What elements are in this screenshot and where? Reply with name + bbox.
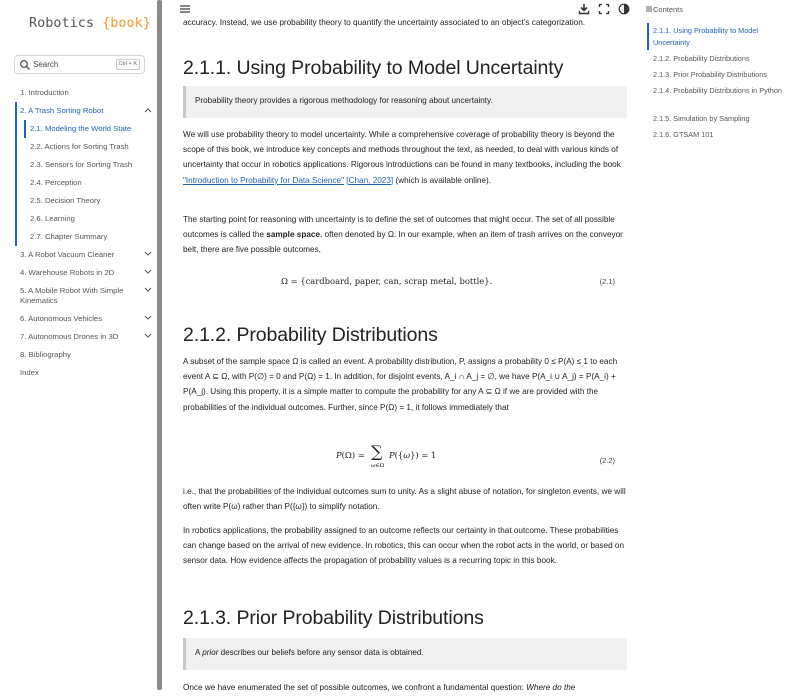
equation-text: P(Ω) = [336, 450, 365, 460]
site-logo[interactable] [29, 15, 151, 31]
callout-italic: prior [202, 648, 219, 657]
nav-item-modeling-world-state[interactable] [14, 120, 154, 138]
nav-label: 6. Autonomous Vehicles [20, 314, 103, 323]
paragraph-outcomes [183, 680, 629, 696]
toc-active-bar [647, 23, 649, 50]
equation-number: (2.2) [599, 456, 615, 465]
nav-item-learning[interactable] [14, 210, 154, 228]
callout-text: describes our beliefs before any sensor data is obtained. [218, 648, 424, 657]
search-shortcut: Ctrl + K [116, 59, 141, 70]
chevron-up-icon[interactable] [144, 107, 152, 113]
nav-label: 8. Bibliography [20, 350, 71, 359]
search-icon [19, 59, 31, 71]
contents-heading: Contents [653, 5, 684, 14]
equation-2-2 [183, 442, 629, 474]
equation-text: Ω = {cardboard, paper, can, scrap metal, bottle}. [281, 276, 493, 286]
citation-link[interactable]: [Chan, 2023] [346, 175, 394, 185]
logo-text: Robotics [29, 15, 103, 31]
nav-label: 2.4. Perception [30, 178, 82, 187]
nav-label: 2.5. Decision Theory [30, 196, 101, 205]
section-heading-2-1-1: 2.1.1. Using Probability to Model Uncertainty [183, 57, 564, 79]
paragraph-text: A subset of the sample space Ω is called an event. A probability distribution, P, assigns a probability 0 ≤ P(A) ≤ 1 to each event A ⊆ Ω, with P(∅) = 0 and P(Ω) = 1. In addition, for disjoint events, A_i ∩ A_j = ∅, we have P(A_i ∪ A_j) = P(A_i) + P(A_j). Using this property, it is a simple matter to compute the probability for any A ⊆ Ω if we are provided with the probabilities of the individual outcomes. Further, since P(Ω) = 1, it follows immediately that [183, 357, 618, 412]
toc-item-gtsam-101[interactable]: 2.1.6. GTSAM 101 [653, 130, 714, 139]
callout-box [183, 638, 627, 670]
nav-item-autonomous-drones[interactable] [14, 328, 154, 346]
paragraph-text: The starting point for reasoning with uncertainty is to define the set of outcomes that might occur. The set of all possible outcomes is called the [183, 215, 615, 240]
nav-label: 2.7. Chapter Summary [30, 232, 108, 241]
nav-item-robot-vacuum[interactable] [14, 246, 154, 264]
equation-number: (2.1) [599, 277, 615, 286]
nav-label: 7. Autonomous Drones in 3D [20, 332, 119, 341]
list-icon [645, 5, 653, 13]
nav-label: 4. Warehouse Robots in 2D [20, 268, 115, 277]
nav-label: 1. Introduction [20, 88, 69, 97]
paragraph-text: (which is available online). [393, 175, 492, 185]
sum-symbol: ∑ [371, 442, 383, 461]
nav-label: 2.6. Learning [30, 214, 75, 223]
search-button[interactable] [14, 55, 145, 74]
paragraph-unity: i.e., that the probabilities of the individual outcomes sum to unity. As a slight abuse of notation, for singleton events, we will often write P(ω) rather than P({ω}) to simplify notation. [183, 487, 626, 512]
paragraph-robotics: In robotics applications, the probability assigned to an outcome reflects our certainty in that outcome. These probabilities can change based on the arrival of new evidence. In robotics, this can occur when the robot acts in the world, or based on sensor data. How evidence affects the propagation of probability values is a recurring topic in this book. [183, 526, 625, 566]
chevron-down-icon[interactable] [144, 269, 152, 275]
nav-children [14, 120, 154, 246]
nav-item-actions[interactable] [14, 138, 154, 156]
chevron-down-icon[interactable] [144, 251, 152, 257]
nav-item-decision-theory[interactable] [14, 192, 154, 210]
nav-item-chapter-summary[interactable] [14, 228, 154, 246]
paragraph-text: , often denoted by Ω. In our example, when an item of trash arrives on the conveyor belt, there are five possible outcomes, [183, 230, 623, 255]
book-navigation [14, 84, 154, 382]
left-sidebar [0, 0, 157, 698]
nav-item-mobile-robot[interactable] [14, 282, 154, 310]
nav-item-autonomous-vehicles[interactable] [14, 310, 154, 328]
nav-item-trash-sorting-robot[interactable] [14, 102, 154, 120]
italic-text: Where do the [526, 683, 576, 692]
nav-label: Index [20, 368, 39, 377]
chevron-down-icon[interactable] [144, 287, 152, 293]
nav-item-introduction[interactable] [14, 84, 154, 102]
nav-item-index[interactable] [14, 364, 154, 382]
callout-box [183, 86, 627, 118]
sum-index: ω∈Ω [371, 463, 385, 469]
nav-label: 2.2. Actions for Sorting Trash [30, 142, 129, 151]
toc-item-prior-distributions[interactable]: 2.1.3. Prior Probability Distributions [653, 70, 767, 79]
section-heading-2-1-3: 2.1.3. Prior Probability Distributions [183, 607, 484, 629]
toc-item-distributions-python[interactable]: 2.1.4. Probability Distributions in Python [653, 86, 782, 95]
nav-label: 2.3. Sensors for Sorting Trash [30, 160, 133, 169]
nav-item-warehouse-robots[interactable] [14, 264, 154, 282]
paragraph-text: Once we have enumerated the set of possible outcomes, we confront a fundamental question: [183, 683, 527, 692]
chevron-down-icon[interactable] [144, 333, 152, 339]
paragraph-text: We will use probability theory to model uncertainty. While a comprehensive coverage of probability theory is beyond the scope of this book, we introduce key concepts and methods throughout the text, as needed, to deal with various kinds of uncertainty that occur in robotics applications. Rigorous introductions can be found in many textbooks, including the book [183, 130, 621, 170]
section-heading-2-1-2: 2.1.2. Probability Distributions [183, 324, 438, 346]
toc-item-simulation-sampling[interactable]: 2.1.5. Simulation by Sampling [653, 114, 750, 123]
nav-item-bibliography[interactable] [14, 346, 154, 364]
callout-text: Probability theory provides a rigorous methodology for reasoning about uncertainty. [195, 96, 493, 105]
sidebar-resize-handle[interactable] [157, 0, 162, 690]
bold-term: sample space [266, 230, 321, 240]
nav-label: 5. A Mobile Robot With Simple Kinematics [20, 286, 124, 305]
paragraph-sample-space [183, 212, 629, 258]
paragraph-intro [183, 127, 629, 188]
equation-text: P({ω}) = 1 [389, 450, 437, 460]
search-placeholder: Search [33, 60, 59, 69]
nav-item-perception[interactable] [14, 174, 154, 192]
nav-group-chapter-2 [14, 102, 154, 246]
nav-label: 2.1. Modeling the World State [30, 124, 132, 133]
nav-label: 2. A Trash Sorting Robot [20, 106, 104, 115]
nav-item-sensors[interactable] [14, 156, 154, 174]
callout-text: A [195, 648, 203, 657]
paragraph-fragment: accuracy. Instead, we use probability theory to quantify the uncertainty associated to an object’s categorization. [183, 18, 586, 27]
article-content [183, 0, 629, 698]
logo-accent: {book} [102, 15, 151, 31]
book-link[interactable]: "Introduction to Probability for Data Science" [183, 175, 345, 185]
nav-label: 3. A Robot Vacuum Cleaner [20, 250, 115, 259]
toc-item-probability-distributions[interactable]: 2.1.2. Probability Distributions [653, 54, 750, 63]
toc-item-using-probability[interactable]: 2.1.1. Using Probability to Model Uncertainty [653, 26, 759, 47]
chevron-down-icon[interactable] [144, 315, 152, 321]
